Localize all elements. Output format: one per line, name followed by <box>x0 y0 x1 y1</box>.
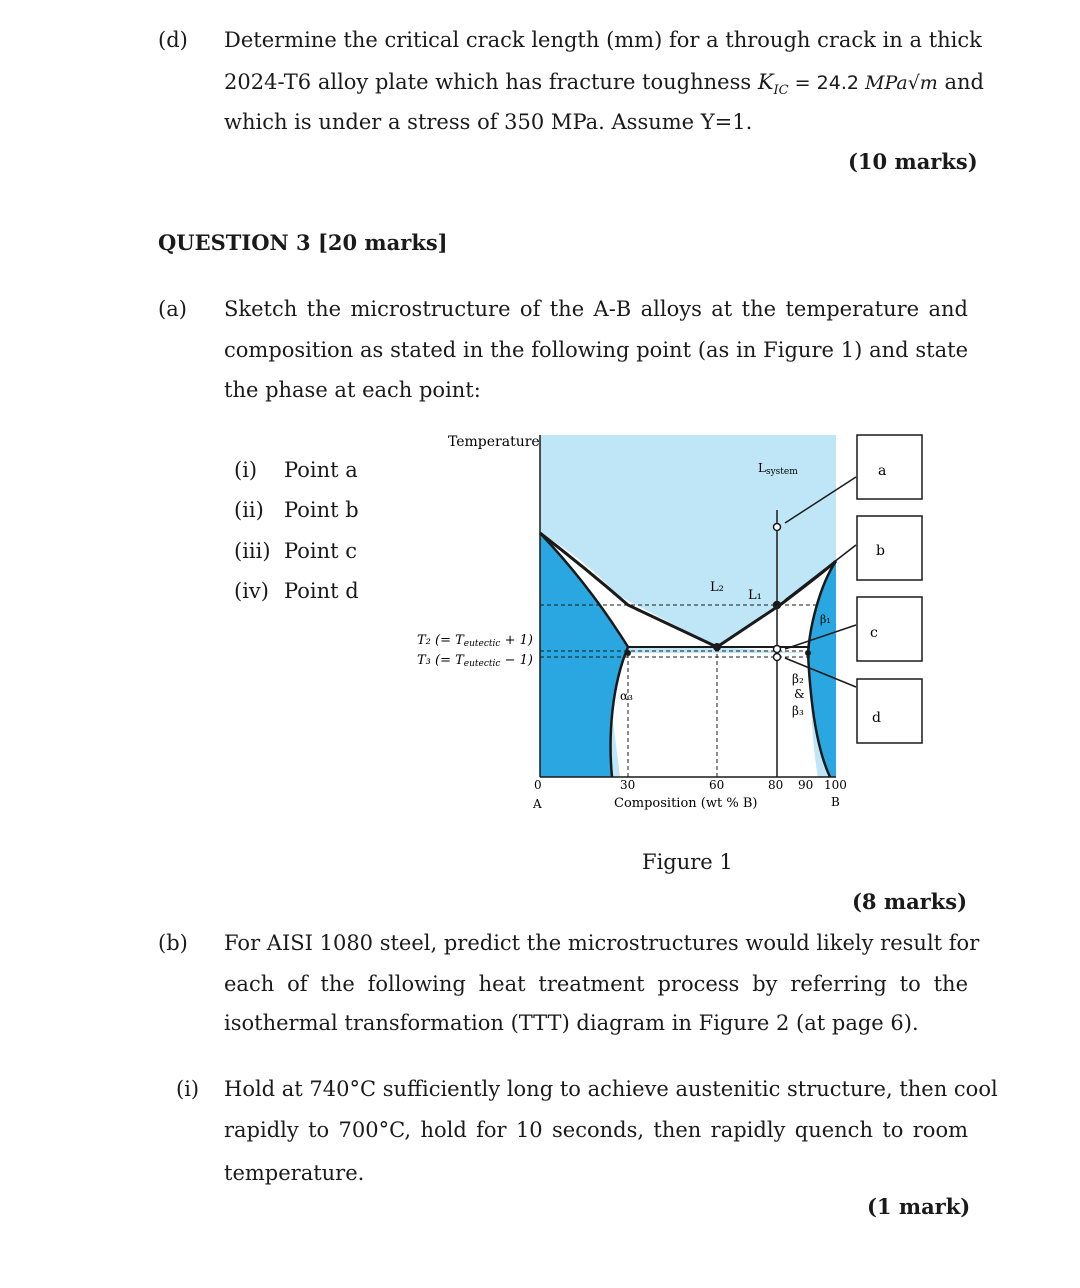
alpha-beta-region <box>600 653 818 777</box>
item-ii-num: (ii) <box>234 498 264 522</box>
beta2-label: β₂ <box>792 672 804 686</box>
l-system-label: Lsystem <box>758 461 798 477</box>
box-d-label: d <box>872 710 881 726</box>
part-b-i-marks: (1 mark) <box>867 1194 971 1219</box>
part-a-marks: (8 marks) <box>852 889 968 914</box>
alpha3-point <box>625 650 631 656</box>
part-a-line3: the phase at each point: <box>224 378 481 402</box>
part-a-line2: composition as stated in the following point (as in Figure 1) and state <box>224 338 968 362</box>
part-b-label: (b) <box>158 931 188 955</box>
item-i-num: (i) <box>234 458 258 482</box>
beta-point <box>805 650 811 656</box>
point-d-marker <box>774 654 781 661</box>
t3-label: T₃ (= Teutectic − 1) <box>417 653 533 669</box>
x-tick-80: 80 <box>768 778 784 792</box>
temperature-label: Temperature <box>448 434 540 450</box>
part-d-line2-post: and <box>937 70 984 94</box>
point-a-marker <box>774 524 781 531</box>
x-end-b: B <box>831 795 840 809</box>
part-b-line3: isothermal transformation (TTT) diagram in Figure 2 (at page 6). <box>224 1011 919 1035</box>
part-d-line1: Determine the critical crack length (mm) for a through crack in a thick <box>224 28 982 52</box>
item-iv-text: Point d <box>284 579 359 603</box>
x-tick-0: 0 <box>534 778 542 792</box>
part-d-label: (d) <box>158 28 188 52</box>
x-tick-60: 60 <box>709 778 725 792</box>
item-ii-text: Point b <box>284 498 359 522</box>
box-b-label: b <box>876 543 885 559</box>
part-d-line3: which is under a stress of 350 MPa. Assume Y=1. <box>224 110 753 134</box>
alpha3-label: α₃ <box>620 689 633 703</box>
x-tick-100: 100 <box>824 778 847 792</box>
x-tick-90: 90 <box>798 778 814 792</box>
box-a-label: a <box>878 463 887 479</box>
part-b-i-label: (i) <box>176 1077 200 1101</box>
box-c-label: c <box>870 625 878 641</box>
part-a-label: (a) <box>158 297 187 321</box>
part-a-line1: Sketch the microstructure of the A-B alloys at the temperature and <box>224 297 968 321</box>
box-a <box>857 435 922 499</box>
part-d-marks: (10 marks) <box>848 149 978 174</box>
item-iii-num: (iii) <box>234 539 271 563</box>
box-b <box>857 516 922 580</box>
k-ic-unit: MPa√m <box>864 72 938 94</box>
beta1-label: β₁ <box>820 613 831 626</box>
part-b-i-line2: rapidly to 700°C, hold for 10 seconds, then rapidly quench to room <box>224 1118 968 1142</box>
k-ic-symbol: $K_{IC}$ <box>757 70 789 99</box>
l1-point <box>774 602 780 608</box>
figure-caption: Figure 1 <box>642 850 733 874</box>
part-b-i-line3: temperature. <box>224 1161 365 1185</box>
part-b-i-line1: Hold at 740°C sufficiently long to achieve austenitic structure, then cool <box>224 1077 998 1101</box>
part-d-line2-pre: 2024-T6 alloy plate which has fracture toughness <box>224 70 752 94</box>
box-c <box>857 597 922 661</box>
question-3-title: QUESTION 3 [20 marks] <box>158 230 448 255</box>
x-tick-30: 30 <box>620 778 636 792</box>
x-axis-label: Composition (wt % B) <box>614 796 758 811</box>
box-d <box>857 679 922 743</box>
amp-label: & <box>794 687 805 701</box>
item-iii-text: Point c <box>284 539 358 563</box>
l1-label: L₁ <box>748 588 762 603</box>
part-b-line2: each of the following heat treatment process by referring to the <box>224 972 968 996</box>
eutectic-point <box>713 643 721 651</box>
item-i-text: Point a <box>284 458 358 482</box>
l2-label: L₂ <box>710 580 724 595</box>
point-c-marker <box>774 646 781 653</box>
part-b-line1: For AISI 1080 steel, predict the microstructures would likely result for <box>224 931 980 955</box>
item-iv-num: (iv) <box>234 579 269 603</box>
beta3-label: β₃ <box>792 704 804 718</box>
k-ic-equals: = 24.2 <box>788 72 865 94</box>
phase-diagram <box>400 425 940 825</box>
t2-label: T₂ (= Teutectic + 1) <box>417 633 533 649</box>
x-end-a: A <box>533 797 542 811</box>
part-d-line2 <box>224 70 984 99</box>
